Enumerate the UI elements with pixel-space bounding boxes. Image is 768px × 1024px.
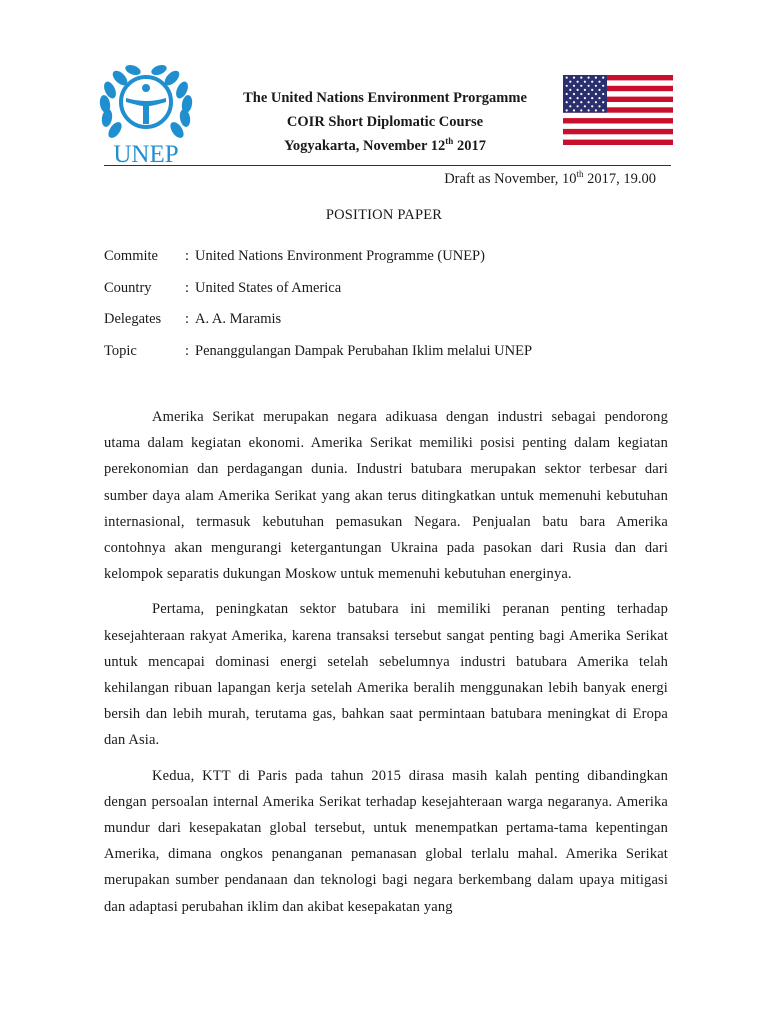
flag-star [602,85,604,87]
meta-row-country [104,276,674,308]
flag-star [598,89,600,91]
flag-star [595,77,597,79]
flag-star [569,97,571,99]
flag-star [573,109,575,111]
flag-star [580,101,582,103]
flag-star [588,85,590,87]
meta-value: Penanggulangan Dampak Perubahan Iklim melalui UNEP [195,342,533,359]
header-line-3-date: Yogyakarta, November 12 [284,138,446,154]
flag-star [580,77,582,79]
header-line-1: The United Nations Environment Prorgamme [243,90,527,106]
paragraph: Pertama, peningkatan sektor batubara ini memiliki peranan penting terhadap kesejahteraan rakyat Amerika, karena transaksi tersebut sangat penting bagi Amerika Serikat untuk mencapai dominasi energi setelah sebelumnya industri batubara Amerika telah kehilangan ribuan lapangan kerja setelah Amerika beralih menggunakan lebih banyak energi bersih dan lebih murah, terutama gas, bahkan saat permintaan batubara meningkat di Eropa dan Asia. [104,601,668,749]
flag-star [588,101,590,103]
flag-star [573,85,575,87]
flag-star [595,101,597,103]
flag-star [580,109,582,111]
meta-value: A. A. Maramis [195,311,282,327]
flag-star [598,105,600,107]
flag-star [595,85,597,87]
meta-label: Commite [104,248,158,264]
flag-star [566,101,568,103]
flag-star [588,93,590,95]
flag-star [595,93,597,95]
draft-date-ordinal: th [576,169,584,180]
header-line-3-year: 2017 [453,138,486,154]
flag-star [584,81,586,83]
flag-star [591,97,593,99]
flag-star [577,89,579,91]
meta-value: United States of America [195,279,342,296]
flag-star [566,109,568,111]
flag-star [580,85,582,87]
header-line-3-ordinal: th [445,136,454,147]
meta-separator: : [185,311,190,327]
meta-separator: : [185,279,190,296]
flag-star [598,81,600,83]
flag-star [588,77,590,79]
draft-date-suffix: 2017, 19.00 [583,171,656,187]
header-block [200,86,570,158]
meta-separator: : [185,248,190,264]
meta-separator: : [185,342,190,359]
flag-star [573,77,575,79]
meta-label: Topic [104,342,137,359]
flag-star [602,77,604,79]
paragraph: Amerika Serikat merupakan negara adikuasa dengan industri sebagai pendorong utama dalam kegiatan ekonomi. Amerika Serikat memiliki posisi penting dalam kegiatan perekonomian dan perdagangan dunia. Industri batubara merupakan sektor terbesar dari sumber daya alam Amerika Serikat yang akan terus ditingkatkan untuk memenuhi kebutuhan internasional, termasuk kebutuhan pemasukan Negara. Penjualan batu bara Amerika contohnya akan mengurangi ketergantungan Ukraina pada pasokan dari Rusia dan dari kelompok separatis dukungan Moskow untuk memenuhi kebutuhan energinya. [104,409,668,583]
flag-star [566,77,568,79]
flag-star [584,97,586,99]
header-line-2: COIR Short Diplomatic Course [286,114,484,130]
flag-star [573,101,575,103]
meta-label: Country [104,279,152,296]
flag-star [584,105,586,107]
flag-star [577,81,579,83]
flag-star [566,93,568,95]
flag-star [580,93,582,95]
meta-table [104,244,674,370]
flag-star [584,89,586,91]
flag-star [591,81,593,83]
meta-row-delegates [104,307,674,339]
unep-logo [96,58,196,166]
paragraph: Kedua, KTT di Paris pada tahun 2015 dirasa masih kalah penting dibandingkan dengan persoalan internal Amerika Serikat terhadap kesejahteraan warga negaranya. Amerika mundur dari kesepakatan global tersebut, untuk menempatkan pertama-tama kepentingan Amerika, dimana ongkos penanganan pemanasan global terlalu mahal. Amerika Serikat merupakan sumber pendanaan dan teknologi bagi negara berkembang dalam upaya mitigasi dan adaptasi perubahan iklim dan akibat kesepakatan yang [104,767,668,915]
flag-star [569,105,571,107]
draft-date-prefix: Draft as November, 10 [444,171,577,187]
document-body [104,404,668,929]
flag-star [602,101,604,103]
header-line-3 [200,134,570,158]
flag-star [595,109,597,111]
flag-star [569,89,571,91]
header-divider [104,165,671,166]
flag-star [602,93,604,95]
flag-star [598,97,600,99]
meta-row-topic [104,339,674,371]
flag-star [577,105,579,107]
meta-label: Delegates [104,311,162,327]
flag-star [591,89,593,91]
flag-star [591,105,593,107]
meta-row-committee [104,244,674,276]
draft-date [444,171,656,188]
us-flag-icon [563,75,673,145]
flag-star [573,93,575,95]
flag-star [602,109,604,111]
flag-star [569,81,571,83]
document-title: POSITION PAPER [325,207,443,223]
flag-star [577,97,579,99]
flag-star [588,109,590,111]
logo-text: UNEP [113,141,179,166]
flag-star [566,85,568,87]
meta-value: United Nations Environment Programme (UNEP) [195,248,485,264]
